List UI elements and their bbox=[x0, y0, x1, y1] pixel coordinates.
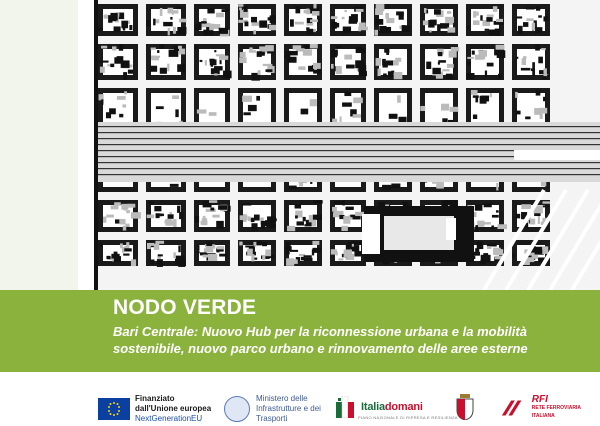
italiadomani-brand-a: Italia bbox=[361, 401, 385, 413]
ministry-logo bbox=[224, 394, 321, 424]
eu-text bbox=[135, 394, 211, 424]
ministry-text bbox=[256, 394, 321, 424]
ministry-line1: Ministero delle bbox=[256, 394, 308, 403]
italiadomani-icon bbox=[336, 396, 358, 418]
left-tint-strip bbox=[0, 0, 78, 290]
ministry-line2: Infrastrutture e dei bbox=[256, 404, 321, 413]
eu-line1: Finanziato bbox=[135, 394, 175, 403]
ministry-seal-icon bbox=[224, 396, 250, 422]
eu-line3: NextGenerationEU bbox=[135, 414, 203, 423]
rfi-logo bbox=[500, 396, 600, 420]
ministry-line3: Trasporti bbox=[256, 414, 288, 423]
rfi-logo-icon bbox=[500, 398, 530, 418]
document-subtitle: Bari Centrale: Nuovo Hub per la riconnessione urbana e la mobilità sostenibile, nuovo parco urbano e rinnovamento delle aree esterne bbox=[113, 324, 528, 356]
aerial-city-image bbox=[94, 0, 600, 290]
italiadomani-subtitle: PIANO NAZIONALE DI RIPRESA E RESILIENZA bbox=[358, 415, 458, 420]
eu-logo bbox=[98, 394, 211, 424]
rfi-text bbox=[532, 396, 600, 420]
document-title: NODO VERDE bbox=[113, 296, 257, 319]
rfi-subtitle: RETE FERROVIARIA ITALIANA bbox=[531, 405, 581, 419]
italiadomani-wordmark bbox=[361, 401, 423, 413]
eu-flag-icon bbox=[98, 398, 130, 420]
comune-logo bbox=[455, 394, 475, 420]
comune-di-bari-shield-icon bbox=[455, 394, 475, 420]
italiadomani-brand-b: domani bbox=[384, 401, 423, 413]
eu-line2: dall'Unione europea bbox=[135, 404, 212, 413]
aerial-photo bbox=[94, 0, 600, 290]
rfi-brand: RFI bbox=[531, 394, 548, 405]
